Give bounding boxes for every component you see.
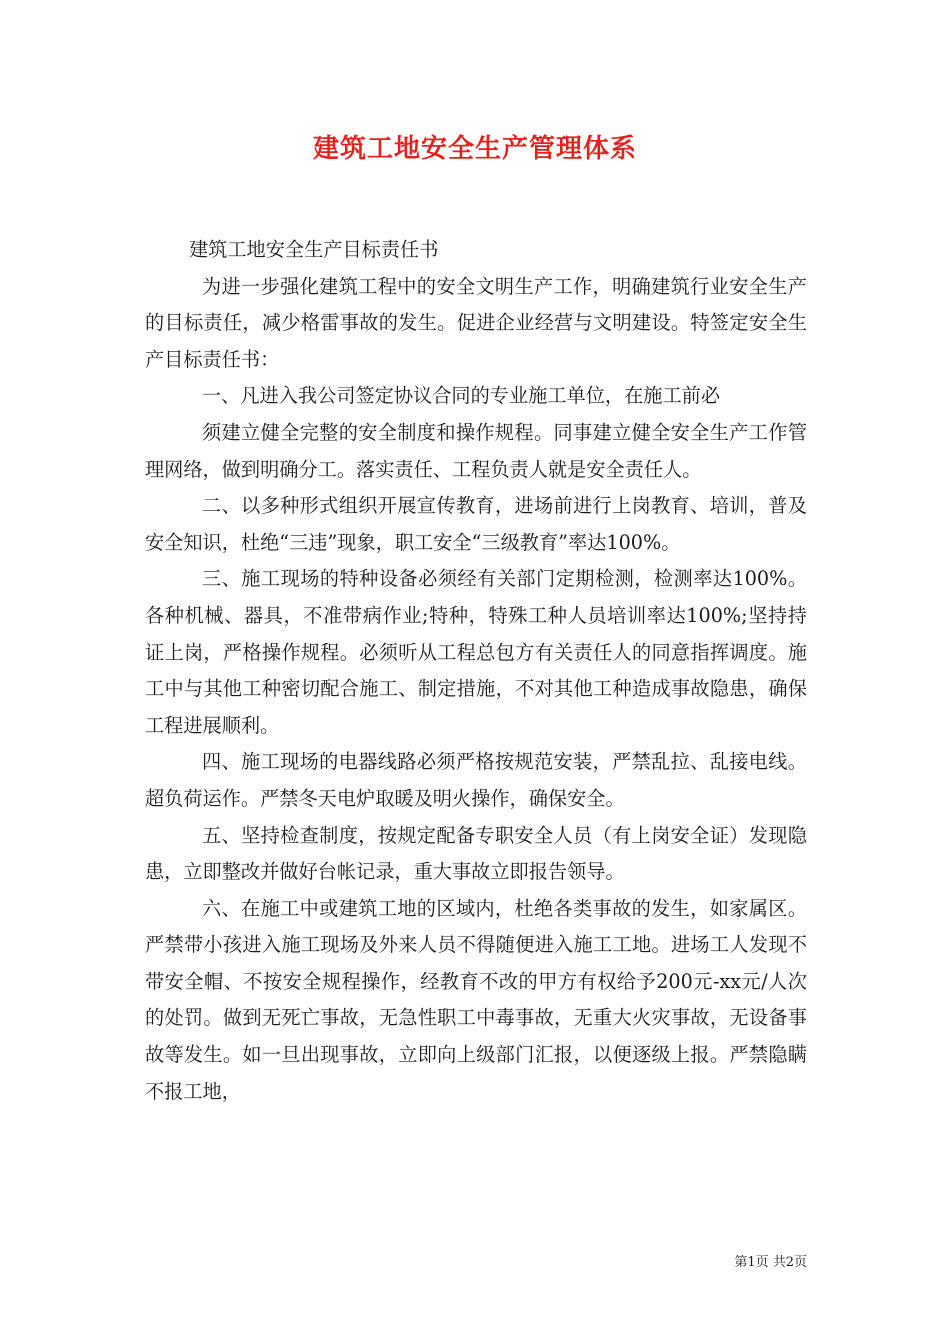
page-number: 第1页 共2页 <box>734 1255 807 1270</box>
paragraph-item-4: 四、施工现场的电器线路必须严格按规范安装，严禁乱拉、乱接电线。超负荷运作。严禁冬天电炉取暖及明火操作，确保安全。 <box>145 750 807 810</box>
paragraph-item-6: 六、在施工中或建筑工地的区域内，杜绝各类事故的发生，如家属区。严禁带小孩进入施工现场及外来人员不得随便进入施工工地。进场工人发现不带安全帽、不按安全规程操作，经教育不改的甲方有权给予200元-xx元/人次的处罚。做到无死亡事故，无急性职工中毒事故，无重大火灾事故，无设备事故等发生。如一旦出现事故，立即向上级部门汇报，以便逐级上报。严禁隐瞒不报工地， <box>145 896 807 1103</box>
paragraph-intro: 为进一步强化建筑工程中的安全文明生产工作，明确建筑行业安全生产的目标责任，减少格雷事故的发生。促进企业经营与文明建设。特签定安全生产目标责任书： <box>145 274 807 371</box>
paragraph-item-1-rest: 须建立健全完整的安全制度和操作规程。同事建立健全安全生产工作管理网络，做到明确分工。落实责任、工程负责人就是安全责任人。 <box>145 420 807 481</box>
paragraph-item-5: 五、坚持检查制度，按规定配备专职安全人员（有上岗安全证）发现隐患，立即整改并做好台帐记录，重大事故立即报告领导。 <box>145 823 807 884</box>
paragraph-item-2: 二、以多种形式组织开展宣传教育，进场前进行上岗教育、培训，普及安全知识，杜绝“三违”现象，职工安全“三级教育”率达100%。 <box>145 494 807 554</box>
document-title: 建筑工地安全生产管理体系 <box>312 134 637 164</box>
document-subtitle: 建筑工地安全生产目标责任书 <box>189 238 439 261</box>
paragraph-item-3: 三、施工现场的特种设备必须经有关部门定期检测，检测率达100%。各种机械、器具，不准带病作业;特种，特殊工种人员培训率达100%;坚持持证上岗，严格操作规程。必须听从工程总包方有关责任人的同意指挥调度。施工中与其他工种密切配合施工、制定措施，不对其他工种造成事故隐患，确保工程进展顺利。 <box>145 567 807 737</box>
document-body <box>145 232 807 1110</box>
paragraph-item-1-line1: 一、凡进入我公司签定协议合同的专业施工单位，在施工前必 <box>202 384 721 408</box>
